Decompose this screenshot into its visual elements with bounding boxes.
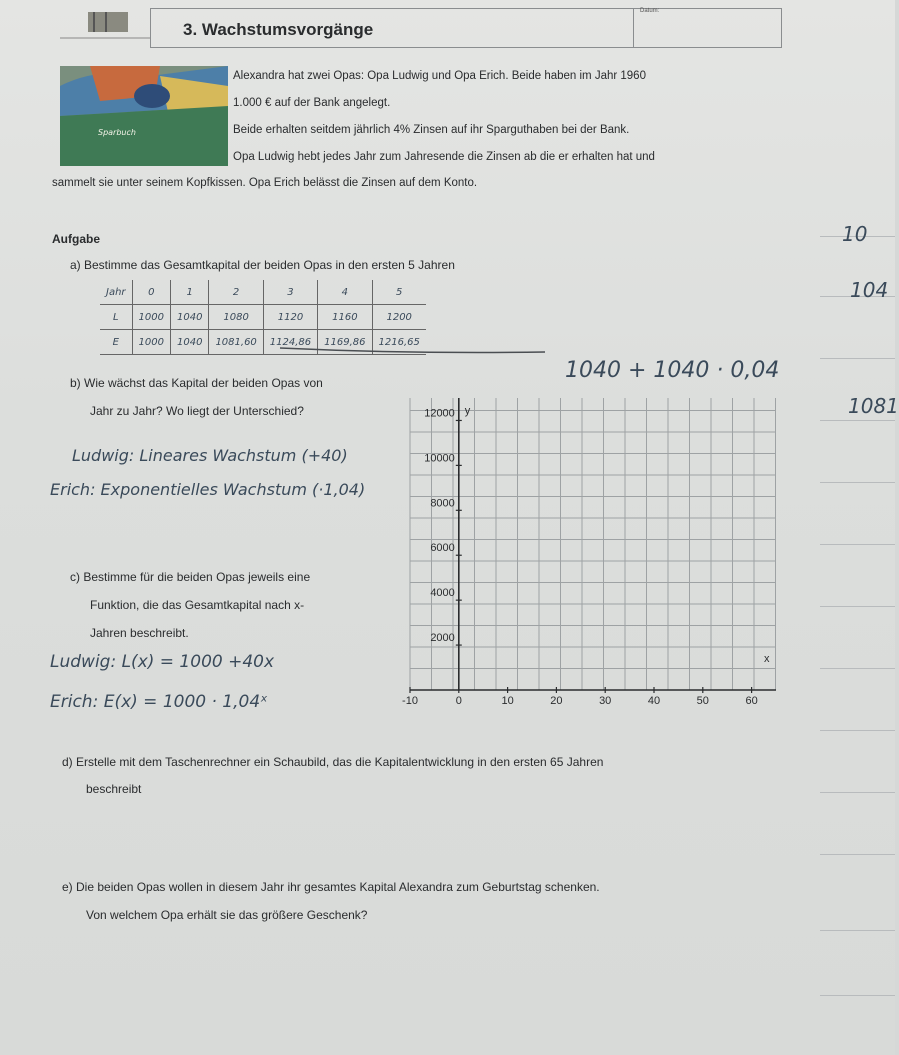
answer-c-erich: Erich: E(x) = 1000 · 1,04ˣ bbox=[50, 692, 268, 712]
intro-line-2: 1.000 € auf der Bank angelegt. bbox=[233, 97, 391, 109]
margin-rule bbox=[820, 995, 895, 996]
table-cell: 1000 bbox=[132, 330, 170, 355]
page-title: 3. Wachstumsvorgänge bbox=[183, 20, 374, 39]
date-label: Datum: bbox=[640, 8, 660, 14]
table-cell: 2 bbox=[209, 280, 263, 305]
y-tick-label: 12000 bbox=[424, 407, 455, 420]
x-axis-label: x bbox=[764, 653, 770, 665]
margin-rule bbox=[820, 668, 895, 669]
intro-line-3: Beide erhalten seitdem jährlich 4% Zinsen auf ihr Sparguthaben bei der Bank. bbox=[233, 124, 630, 136]
coordinate-grid bbox=[402, 398, 776, 710]
x-tick-label: 40 bbox=[647, 695, 661, 707]
task-d-line-2: beschreibt bbox=[86, 782, 142, 796]
margin-rule bbox=[820, 730, 895, 731]
table-cell: Jahr bbox=[100, 280, 132, 305]
y-axis-label: y bbox=[464, 405, 471, 417]
table-cell: L bbox=[100, 305, 132, 330]
table-cell: 1124,86 bbox=[263, 330, 317, 355]
intro-line-5: sammelt sie unter seinem Kopfkissen. Opa Erich belässt die Zinsen auf dem Konto. bbox=[52, 177, 478, 189]
grid-lines bbox=[410, 398, 776, 690]
table-cell: 1120 bbox=[263, 305, 317, 330]
calc-note: 1040 + 1040 · 0,04 bbox=[565, 358, 780, 383]
aufgabe-heading: Aufgabe bbox=[52, 232, 100, 246]
y-tick-label: 6000 bbox=[430, 542, 455, 555]
task-e-line-2: Von welchem Opa erhält sie das größere Geschenk? bbox=[86, 908, 368, 922]
table-cell: 0 bbox=[132, 280, 170, 305]
table-cell: 1 bbox=[170, 280, 208, 305]
task-c-line-2: Funktion, die das Gesamtkapital nach x- bbox=[90, 598, 305, 612]
x-tick-label: 20 bbox=[550, 695, 563, 707]
margin-rule bbox=[820, 930, 895, 931]
task-e-line-1: e) Die beiden Opas wollen in diesem Jahr ihr gesamtes Kapital Alexandra zum Geburtstag schenken. bbox=[62, 880, 600, 894]
table-cell: 1080 bbox=[209, 305, 263, 330]
answer-c-ludwig: Ludwig: L(x) = 1000 +40x bbox=[50, 652, 275, 672]
x-tick-label: 60 bbox=[745, 695, 758, 707]
table-cell: 1000 bbox=[132, 305, 170, 330]
x-tick-label: -10 bbox=[402, 695, 418, 707]
table-cell: 1081,60 bbox=[209, 330, 263, 355]
table-cell: 1200 bbox=[372, 305, 426, 330]
margin-rule bbox=[820, 792, 895, 793]
y-tick-label: 8000 bbox=[430, 497, 455, 510]
margin-rule bbox=[820, 854, 895, 855]
x-tick-label: 10 bbox=[501, 695, 514, 707]
table-cell: E bbox=[100, 330, 132, 355]
tick-labels bbox=[402, 405, 770, 707]
margin-note: 10 bbox=[842, 222, 868, 246]
table-cell: 3 bbox=[263, 280, 317, 305]
task-a-text: a) Bestimme das Gesamtkapital der beiden Opas in den ersten 5 Jahren bbox=[70, 258, 455, 272]
margin-note: 104 bbox=[850, 278, 889, 302]
table-cell: 1169,86 bbox=[318, 330, 372, 355]
task-c-line-3: Jahren beschreibt. bbox=[90, 626, 189, 640]
y-tick-label: 4000 bbox=[430, 587, 455, 600]
table-header-row bbox=[100, 280, 426, 305]
intro-line-4: Opa Ludwig hebt jedes Jahr zum Jahresende die Zinsen ab die er erhalten hat und bbox=[233, 151, 655, 163]
table-cell: 4 bbox=[318, 280, 372, 305]
margin-rule bbox=[820, 606, 895, 607]
x-tick-label: 0 bbox=[455, 695, 462, 707]
margin-rule bbox=[820, 420, 895, 421]
answer-b-erich: Erich: Exponentielles Wachstum (·1,04) bbox=[50, 480, 366, 499]
answer-underline bbox=[280, 340, 550, 360]
answer-b-ludwig: Ludwig: Lineares Wachstum (+40) bbox=[72, 446, 348, 465]
y-tick-label: 10000 bbox=[424, 452, 455, 465]
y-tick-label: 2000 bbox=[430, 632, 455, 645]
margin-rule bbox=[820, 482, 895, 483]
banknotes-icon bbox=[60, 66, 228, 166]
margin-rule bbox=[820, 544, 895, 545]
table-row bbox=[100, 305, 426, 330]
task-d-line-1: d) Erstelle mit dem Taschenrechner ein Schaubild, das die Kapitalentwicklung in den ersten 65 Jahren bbox=[62, 755, 604, 769]
image-caption: Sparbuch bbox=[98, 128, 136, 137]
table-cell: 1040 bbox=[170, 330, 208, 355]
task-b-line-2: Jahr zu Jahr? Wo liegt der Unterschied? bbox=[90, 404, 304, 418]
margin-rule bbox=[820, 358, 895, 359]
axes bbox=[410, 398, 776, 693]
task-c-line-1: c) Bestimme für die beiden Opas jeweils eine bbox=[70, 570, 311, 584]
table-cell: 5 bbox=[372, 280, 426, 305]
header-decoration-icon bbox=[60, 6, 150, 42]
table-cell: 1216,65 bbox=[372, 330, 426, 355]
task-b-line-1: b) Wie wächst das Kapital der beiden Opas von bbox=[70, 376, 323, 390]
table-cell: 1160 bbox=[318, 305, 372, 330]
intro-line-1: Alexandra hat zwei Opas: Opa Ludwig und Opa Erich. Beide haben im Jahr 1960 bbox=[233, 70, 646, 82]
table-cell: 1040 bbox=[170, 305, 208, 330]
margin-note: 1081 bbox=[848, 394, 899, 418]
x-tick-label: 30 bbox=[599, 695, 612, 707]
x-tick-label: 50 bbox=[696, 695, 709, 707]
